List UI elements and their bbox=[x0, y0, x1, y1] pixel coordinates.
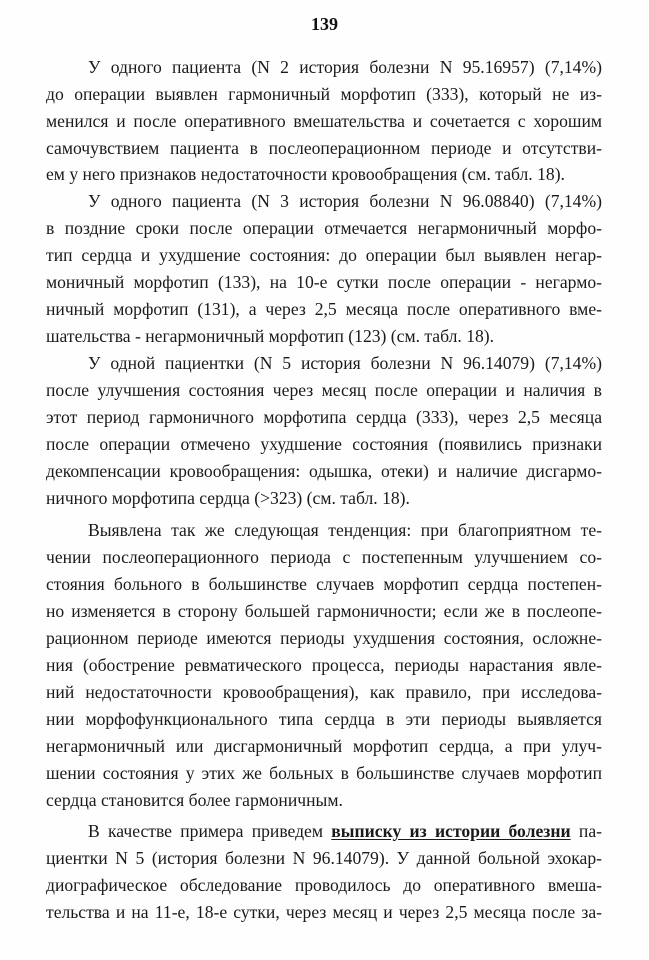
text-line: моничный морфотип (133), на 10-е сутки после операции - негармо- bbox=[46, 272, 602, 292]
text-line: в поздние сроки после операции отмечается негармоничный морфо- bbox=[46, 218, 602, 238]
text-line: У одной пациентки (N 5 история болезни N 96.14079) (7,14%) bbox=[88, 353, 602, 373]
text-line: ния (обострение ревматического процесса, периоды нарастания явле- bbox=[46, 655, 602, 675]
text-line: после операции отмечено ухудшение состояния (появились признаки bbox=[46, 434, 602, 454]
text-line: ничного морфотипа сердца (>323) (см. табл. 18). bbox=[46, 488, 410, 508]
text-line: стояния больного в большинстве случаев морфотип сердца постепен- bbox=[46, 574, 602, 594]
text-line: Выявлена так же следующая тенденция: при благоприятном те- bbox=[88, 520, 602, 540]
text-line: но изменяется в сторону большей гармоничности; если же в послеопе- bbox=[46, 601, 602, 621]
text-line: нии морфофункционального типа сердца в эти периоды выявляется bbox=[46, 709, 602, 729]
text-line: менился и после оперативного вмешательства и сочетается с хорошим bbox=[46, 111, 602, 131]
text-line: тельства и на 11-е, 18-е сутки, через месяц и через 2,5 месяца после за- bbox=[46, 902, 602, 922]
text-line: У одного пациента (N 3 история болезни N 96.08840) (7,14%) bbox=[88, 191, 602, 211]
text-line: У одного пациента (N 2 история болезни N 95.16957) (7,14%) bbox=[88, 57, 602, 77]
text-line: шательства - негармоничный морфотип (123) (см. табл. 18). bbox=[46, 326, 495, 346]
text-line bbox=[88, 820, 602, 842]
text-line: негармоничный или дисгармоничный морфотип сердца, а при улуч- bbox=[46, 736, 602, 756]
text-line: тип сердца и ухудшение состояния: до операции был выявлен негар- bbox=[46, 245, 602, 265]
text-line: диографическое обследование проводилось до оперативного вмеша- bbox=[46, 875, 602, 895]
text-line: шении состояния у этих же больных в большинстве случаев морфотип bbox=[46, 763, 602, 783]
text-line: ничный морфотип (131), а через 2,5 месяца после оперативного вме- bbox=[46, 299, 602, 319]
page-number: 139 bbox=[311, 14, 338, 34]
text-line: рационном периоде имеются периоды ухудшения состояния, осложне- bbox=[46, 628, 602, 648]
text-line: этот период гармоничного морфотипа сердца (333), через 2,5 месяца bbox=[46, 407, 602, 427]
text-line: сердца становится более гармоничным. bbox=[46, 790, 343, 810]
text-line: после улучшения состояния через месяц после операции и наличия в bbox=[46, 380, 602, 400]
text-line: ний недостаточности кровообращения), как правило, при исследова- bbox=[46, 682, 602, 702]
text-line: самочувствием пациента в послеоперационном периоде и отсутстви- bbox=[46, 138, 602, 158]
text-run: па- bbox=[578, 821, 602, 841]
text-line: ем у него признаков недостаточности кровообращения (см. табл. 18). bbox=[46, 164, 565, 184]
text-line: декомпенсации кровообращения: одышка, отеки) и наличие дисгармо- bbox=[46, 461, 602, 481]
emphasized-phrase: выписку из истории болезни bbox=[331, 821, 571, 841]
text-run: В качестве примера приведем bbox=[88, 821, 323, 841]
text-line: циентки N 5 (история болезни N 96.14079). У данной больной эхокар- bbox=[46, 848, 602, 868]
text-line: до операции выявлен гармоничный морфотип (333), который не из- bbox=[46, 84, 602, 104]
text-line: чении послеоперационного периода с постепенным улучшением со- bbox=[46, 547, 602, 567]
